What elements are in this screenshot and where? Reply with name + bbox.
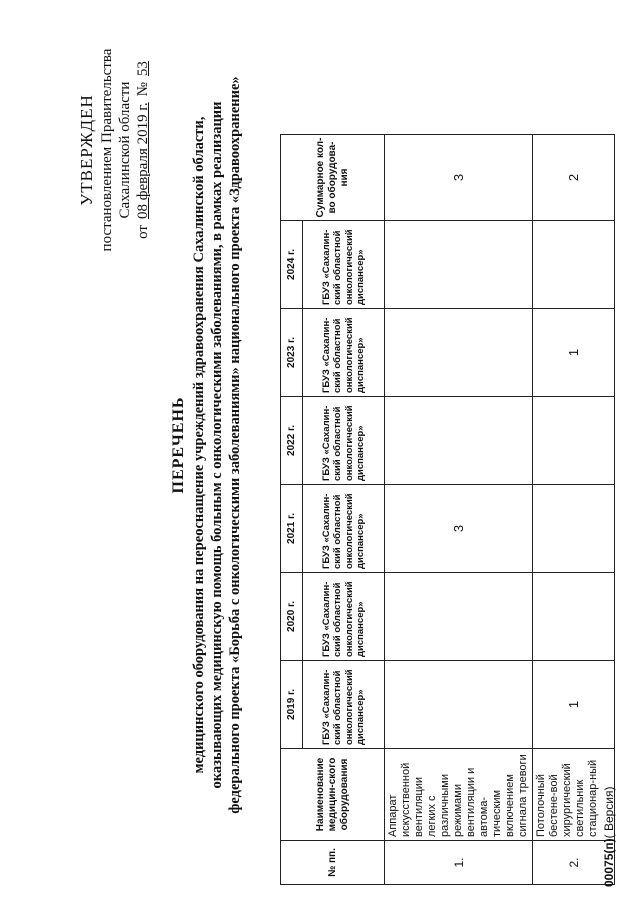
approval-number: 53 [135,61,151,77]
document-heading [170,45,244,845]
row-2022 [385,397,533,485]
row-2024 [385,221,533,309]
header-year-2019: 2019 г. [281,661,303,749]
approval-line2: Сахалинской области [117,81,133,219]
approval-date: 08 февраля 2019 г. [135,102,151,220]
header-year-2020: 2020 г. [281,573,303,661]
row-total: 2 [533,135,615,221]
row-2019: 1 [533,661,615,749]
row-num: 2. [533,841,615,885]
header-total: Суммарное кол-во оборудова-ния [281,135,385,221]
row-2024 [533,221,615,309]
approval-number-label: № [135,82,151,97]
header-name: Наименование медицин-ского оборудования [281,749,385,841]
approval-from-label: от [135,225,151,239]
row-2021 [533,485,615,573]
row-2022 [533,397,615,485]
approval-block [78,20,152,280]
heading-line2: оказывающих медицинскую помощь больным с онкологическими заболеваниями, в рамках реализации [209,101,225,789]
equipment-table [280,134,615,885]
header-hospital-2019: ГБУЗ «Сахалин-ский областной онкологический диспансер» [303,661,385,749]
row-2023 [385,309,533,397]
table-row [533,135,615,885]
row-2019 [385,661,533,749]
row-2020 [533,573,615,661]
heading-title: ПЕРЕЧЕНЬ [170,396,187,494]
row-2023: 1 [533,309,615,397]
header-hospital-2022: ГБУЗ «Сахалин-ский областной онкологический диспансер» [303,397,385,485]
header-hospital-2024: ГБУЗ «Сахалин-ский областной онкологический диспансер» [303,221,385,309]
header-hospital-2021: ГБУЗ «Сахалин-ский областной онкологический диспансер» [303,485,385,573]
heading-line1: медицинского оборудования на переоснащение учреждений здравоохранения Сахалинской области, [191,116,207,774]
row-num: 1. [385,841,533,885]
header-year-2024: 2024 г. [281,221,303,309]
footer-code-number: 00075(п) [602,838,616,887]
header-hospital-2023: ГБУЗ «Сахалин-ский областной онкологический диспансер» [303,309,385,397]
approval-date-line [134,20,152,280]
header-year-2022: 2022 г. [281,397,303,485]
header-hospital-2020: ГБУЗ «Сахалин-ский областной онкологический диспансер» [303,573,385,661]
approval-line1: постановлением Правительства [99,48,115,252]
header-year-2021: 2021 г. [281,485,303,573]
header-num: № пп. [281,841,385,885]
row-name: Потолочный бестене-вой хирургический светильник стационар-ный [533,749,615,841]
approval-title: УТВЕРЖДЕН [77,94,96,206]
table-row [385,135,533,885]
row-name: Аппарат искусственной вентиляции легких с различными режимами вентиляции и автома-тическим включением сигнала тревоги [385,749,533,841]
footer-code [602,787,616,888]
row-total: 3 [385,135,533,221]
row-2021: 3 [385,485,533,573]
header-year-2023: 2023 г. [281,309,303,397]
footer-version: ( Версия) [602,786,616,839]
row-2020 [385,573,533,661]
heading-line3: федерального проекта «Борьба с онкологическими заболеваниями» национального проекта «Здравоохранение» [227,76,243,814]
